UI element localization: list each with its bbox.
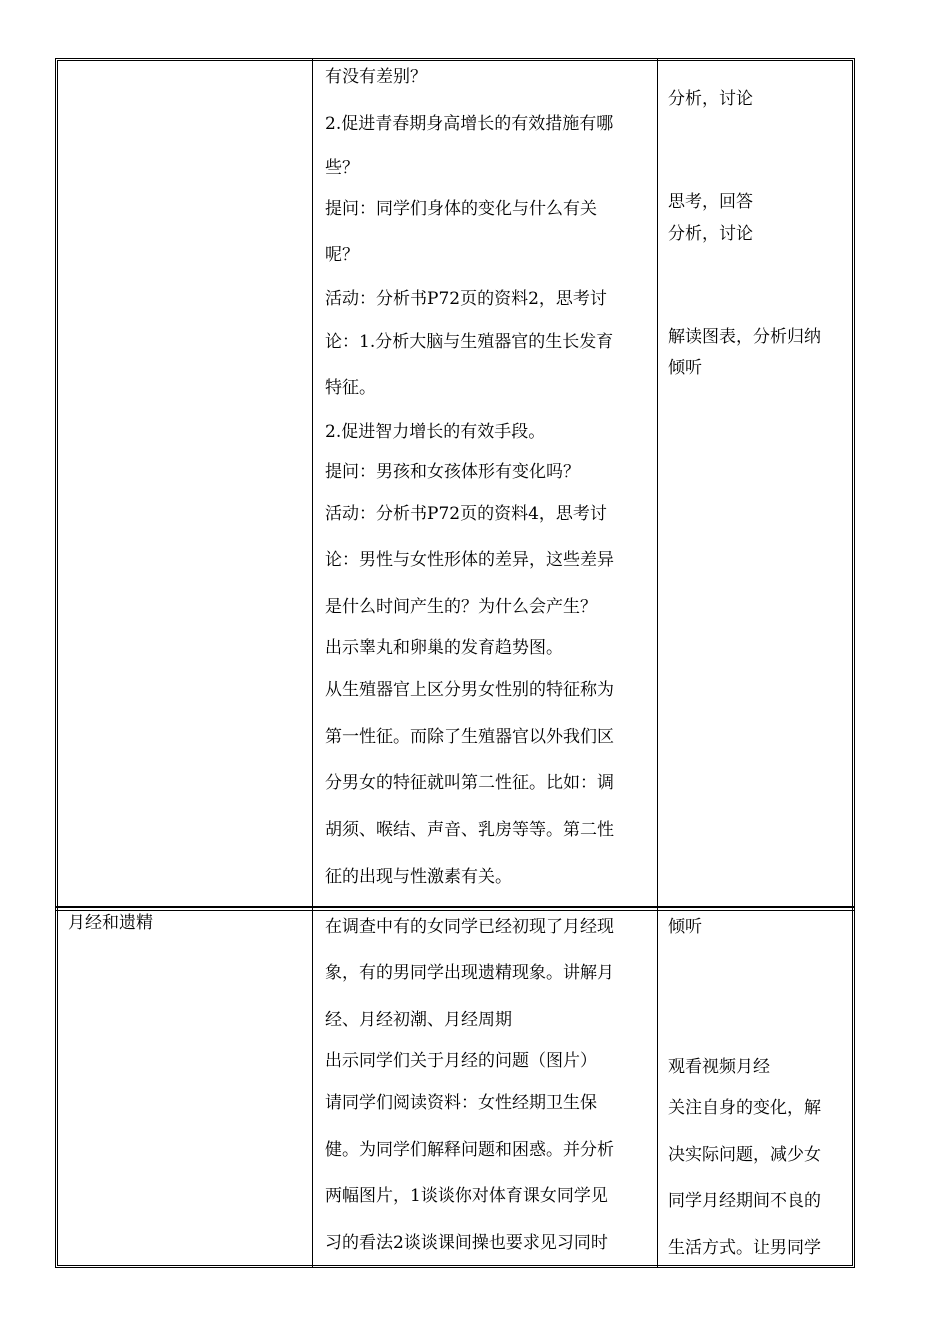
student-line: 分析，讨论 xyxy=(668,224,753,244)
teacher-line: 两幅图片，1谈谈你对体育课女同学见 xyxy=(325,1186,608,1206)
student-line: 解读图表，分析归纳 xyxy=(668,327,821,347)
student-line: 生活方式。让男同学 xyxy=(668,1238,821,1258)
teacher-line: 出示睾丸和卵巢的发育趋势图。 xyxy=(325,638,563,658)
teacher-line: 活动：分析书P72页的资料4，思考讨 xyxy=(325,504,607,524)
student-line: 决实际问题，减少女 xyxy=(668,1145,821,1165)
teacher-line: 胡须、喉结、声音、乳房等等。第二性 xyxy=(325,820,614,840)
teacher-line: 呢？ xyxy=(325,245,359,265)
teacher-line: 在调查中有的女同学已经初现了月经现 xyxy=(325,917,614,937)
teacher-line: 活动：分析书P72页的资料2，思考讨 xyxy=(325,289,607,309)
teacher-line: 有没有差别？ xyxy=(325,67,427,87)
student-line: 倾听 xyxy=(668,917,702,937)
teacher-line: 健。为同学们解释问题和困惑。并分析 xyxy=(325,1140,614,1160)
teacher-line: 些？ xyxy=(325,158,359,178)
student-line: 同学月经期间不良的 xyxy=(668,1191,821,1211)
teacher-line: 出示同学们关于月经的问题（图片） xyxy=(325,1051,597,1071)
teacher-line: 论：1.分析大脑与生殖器官的生长发育 xyxy=(325,332,614,352)
teacher-line: 从生殖器官上区分男女性别的特征称为 xyxy=(325,680,614,700)
teacher-line: 特征。 xyxy=(325,378,376,398)
student-line: 思考，回答 xyxy=(668,192,753,212)
teacher-line: 提问：同学们身体的变化与什么有关 xyxy=(325,199,597,219)
column-divider xyxy=(657,58,658,1268)
teacher-line: 提问：男孩和女孩体形有变化吗？ xyxy=(325,462,580,482)
teacher-line: 象，有的男同学出现遗精现象。讲解月 xyxy=(325,963,614,983)
teacher-line: 请同学们阅读资料：女性经期卫生保 xyxy=(325,1093,597,1113)
student-line: 关注自身的变化，解 xyxy=(668,1098,821,1118)
student-line: 分析，讨论 xyxy=(668,89,753,109)
teacher-line: 第一性征。而除了生殖器官以外我们区 xyxy=(325,727,614,747)
teacher-line: 经、月经初潮、月经周期 xyxy=(325,1010,512,1030)
row-divider xyxy=(55,906,855,911)
teacher-line: 分男女的特征就叫第二性征。比如：调 xyxy=(325,773,614,793)
stage-label: 月经和遗精 xyxy=(68,913,153,933)
teacher-line: 征的出现与性激素有关。 xyxy=(325,867,512,887)
column-divider xyxy=(312,58,313,1268)
teacher-line: 是什么时间产生的？为什么会产生？ xyxy=(325,597,597,617)
teacher-line: 2.促进青春期身高增长的有效措施有哪 xyxy=(325,114,614,134)
teacher-line: 论：男性与女性形体的差异，这些差异 xyxy=(325,550,614,570)
student-line: 观看视频月经 xyxy=(668,1057,770,1077)
teacher-line: 习的看法2谈谈课间操也要求见习同时 xyxy=(325,1233,608,1253)
student-line: 倾听 xyxy=(668,358,702,378)
teacher-line: 2.促进智力增长的有效手段。 xyxy=(325,422,546,442)
